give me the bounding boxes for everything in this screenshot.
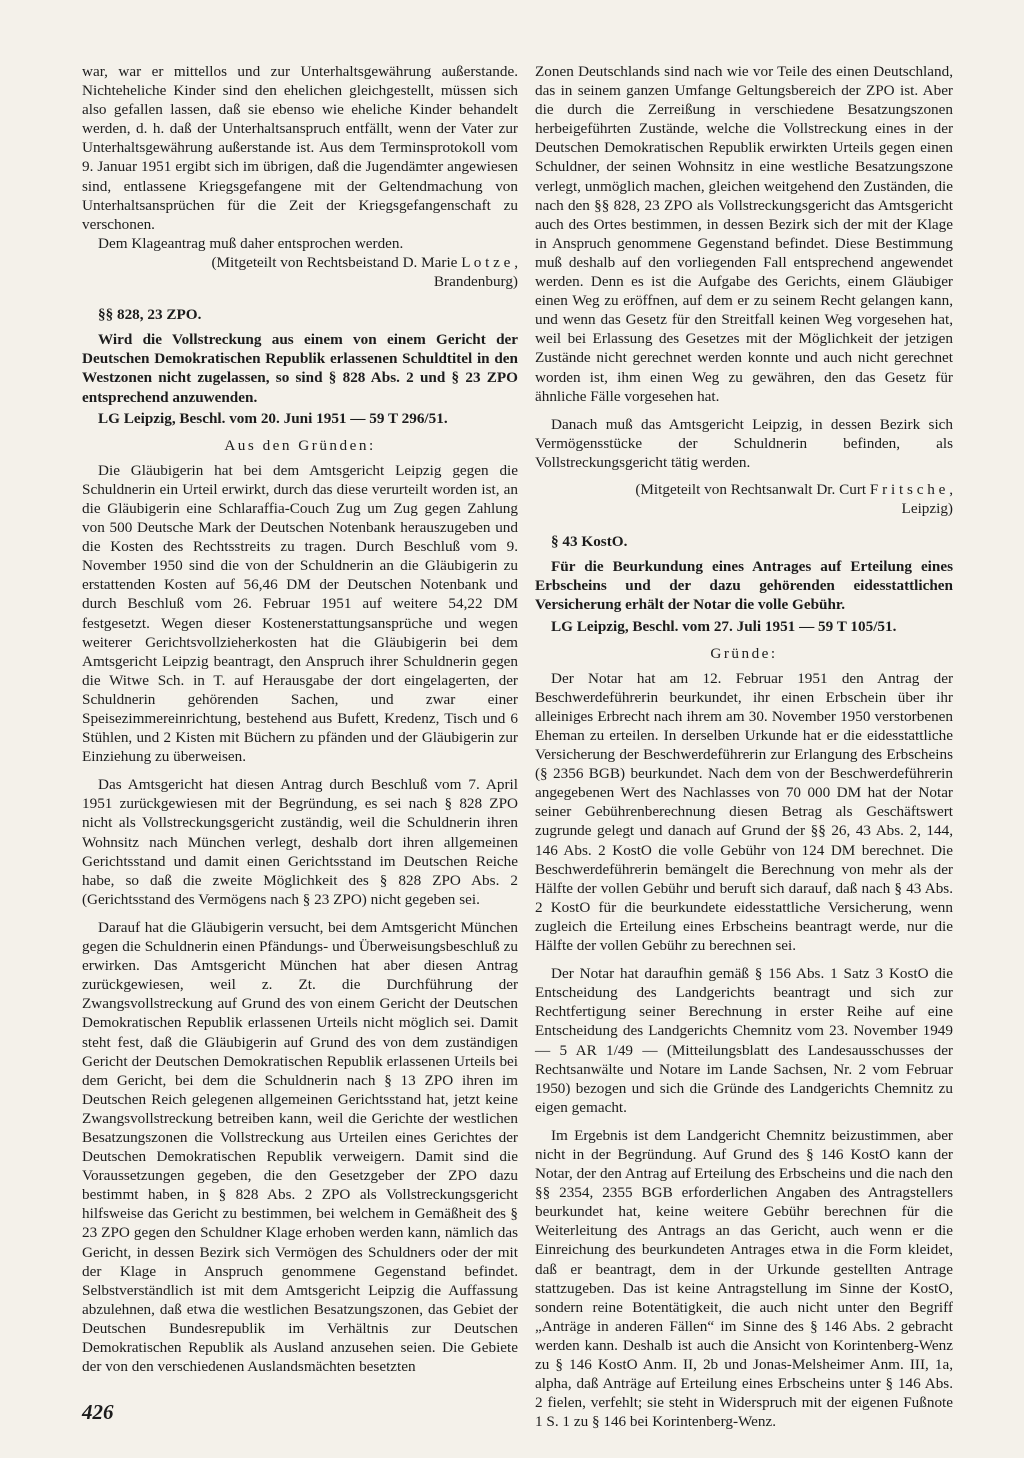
section-heading: §§ 828, 23 ZPO. [98,306,202,324]
headnote: Wird die Vollstreckung aus einem von einem Gericht der Deutschen Demokratischen Republik erlassenen Schuldtitel in den Westzonen nicht zugelassen, so sind § 828 Abs. 2 und § 23 ZPO entsprechend anzuwenden. [82,331,518,406]
paragraph: Das Amtsgericht hat diesen Antrag durch Beschluß vom 7. April 1951 zurückgewiesen mit der Begründung, es sei nach § 828 ZPO nicht als Vollstreckungsgericht zuständig, weil die Schuldnerin ihren Wohnsitz nach München verlegt, deshalb dort ihren allgemeinen Gerichtsstand und damit einen Gerichtsstand im Deutschen Reiche habe, so daß die zweite Möglichkeit des § 828 ZPO Abs. 2 (Gerichtsstand des Vermögens nach § 23 ZPO) nicht gegeben sei. [82,776,518,908]
grounds-heading: Aus den Gründen: [224,436,376,454]
headnote: Für die Beurkundung eines Antrages auf Erteilung eines Erbscheins und der dazu gehörenden eidesstattlichen Versicherung erhält der Notar die volle Gebühr. [535,558,953,614]
paragraph: Zonen Deutschlands sind nach wie vor Teile des einen Deutschland, das in seinem ganzen Umfange Geltungsbereich der ZPO ist. Aber die durch die Zerreißung in verschiedene Besatzungszonen herbeigeführten Zustände, welche die Vollstreckung eines in der Deutschen Demokratischen Republik erwirkten Urteils gegen einen Schuldner, der seinen Wohnsitz in eine westliche Besatzungszone verlegt, unmöglich machen, gleichen weitgehend den Zuständen, die nach den §§ 828, 23 ZPO als Vollstreckungsgericht das Amtsgericht auch des Ortes bestimmen, in dessen Bezirk sich der mit der Klage in Anspruch genommene Gegenstand befindet. Diese Bestimmung muß deshalb auf den vorliegenden Fall entsprechend angewendet werden. Denn es ist die Aufgabe des Gerichts, einem Gläubiger einen Weg zu eröffnen, auf dem er zu seinem Recht gelangen kann, und wenn das Gesetz für den Streitfall keinen Weg vorgesehen hat, weil bei Erlassung des Gesetzes mit der Möglichkeit der jetzigen Zustände nicht gerechnet werden konnte und auch nicht gerechnet worden ist, ihm einen Weg zu gewähren, den das Gesetz für ähnliche Fälle vorgesehen hat. [535,63,953,405]
paragraph: Der Notar hat daraufhin gemäß § 156 Abs. 1 Satz 3 KostO die Entscheidung des Landgerichts beantragt und sich zur Rechtfertigung seiner Berechnung in erster Reihe auf eine Entscheidung des Landgerichts Chemnitz vom 23. November 1949 — 5 AR 1/49 — (Mitteilungsblatt des Landesausschusses der Rechtsanwälte und Notare im Lande Sachsen, Nr. 2 vom Februar 1950) bezogen und sich die Gründe des Landgerichts Chemnitz zu eigen gemacht. [535,965,953,1116]
attribution [82,253,518,291]
attribution [535,480,953,518]
attribution-line: Leipzig) [901,500,953,518]
section-heading: § 43 KostO. [551,533,628,551]
court-citation: LG Leipzig, Beschl. vom 20. Juni 1951 — 59 T 296/51. [98,409,448,427]
paragraph: Die Gläubigerin hat bei dem Amtsgericht Leipzig gegen die Schuldnerin ein Urteil erwirkt, durch das diese verurteilt worden ist, an die Gläubigerin eine Schlaraffia-Couch Zug um Zug gegen Zahlung von 500 Deutsche Mark der Deutschen Notenbank herauszugeben und die Kosten des Rechtsstreits zu tragen. Durch Beschluß vom 9. November 1950 sind die von der Schuldnerin an die Gläubigerin zu erstattenden Kosten auf 56,46 DM der Deutschen Notenbank und durch Beschluß vom 26. Februar 1951 auf weitere 54,22 DM festgesetzt. Wegen dieser Kostenerstattungsansprüche und wegen weiterer Gerichtsvollzieherkosten hat die Gläubigerin bei dem Amtsgericht Leipzig beantragt, den Anspruch ihrer Schuldnerin gegen die Witwe Sch. in T. auf Herausgabe der dort eingelagerten, der Schuldnerin gehörenden Sachen, und zwar einer Speisezimmereinrichtung, bestehend aus Bufett, Kredenz, Tisch und 6 Stühlen, und 2 Kisten mit Büchern zu pfänden und der Gläubigerin zur Einziehung zu überweisen. [82,461,518,766]
paragraph: Der Notar hat am 12. Februar 1951 den Antrag der Beschwerdeführerin beurkundet, ihr einen Erbschein über ihr alleiniges Erbrecht nach ihrem am 30. November 1950 verstorbenen Eheman zu erteilen. In derselben Urkunde hat er die eidesstattliche Versicherung der Beschwerdeführerin zur Erlangung des Erbscheins (§ 2356 BGB) beurkundet. Nach dem von der Beschwerdeführerin angegebenen Wert des Nachlasses von 70 000 DM hat der Notar seiner Gebührenberechnung diesen Betrag als Geschäftswert zugrunde gelegt und danach auf Grund der §§ 26, 43 Abs. 2, 144, 146 Abs. 2 KostO die volle Gebühr von 124 DM berechnet. Die Beschwerdeführerin bemängelt die Berechnung von mehr als der Hälfte der vollen Gebühr und beruft sich darauf, daß nach § 43 Abs. 2 KostO für die beurkundete eidesstattliche Versicherung, wenn zugleich die Erteilung eines Erbscheins beantragt werde, nur die Hälfte der vollen Gebühr zu berechnen sei. [535,669,953,955]
left-column [82,62,518,1376]
paragraph: Darauf hat die Gläubigerin versucht, bei dem Amtsgericht München gegen die Schuldnerin einen Pfändungs- und Überweisungsbeschluß zu erwirken. Das Amtsgericht München hat aber diesen Antrag zurückgewiesen, weil z. Zt. die Durchführung der Zwangsvollstreckung auf Grund des von einem Gericht der Deutschen Demokratischen Republik erlassenen Urteils nicht möglich sei. Damit steht fest, daß die Gläubigerin auf Grund des von dem zuständigen Gericht der Deutschen Demokratischen Republik erlassenen Urteils bei dem Gericht, bei dem die Schuldnerin nach § 13 ZPO ihren im Deutschen Reich gelegenen allgemeinen Gerichtsstand hat, jetzt keine Zwangsvollstreckung betreiben kann, weil die Gerichte der westlichen Besatzungszonen die Vollstreckung aus Urteilen eines Gerichtes der Deutschen Demokratischen Republik verweigern. Damit sind die Voraussetzungen gegeben, die den Gesetzgeber der ZPO dazu bestimmt haben, in § 828 Abs. 2 ZPO als Vollstreckungsgericht hilfsweise das Gericht zu bestimmen, bei welchem in Gemäßheit des § 23 ZPO gegen den Schuldner Klage erhoben werden kann, nämlich das Gericht, in dessen Bezirk sich Vermögen des Schuldners oder der mit der Klage in Anspruch genommene Gegenstand befindet. Selbstverständlich ist mit dem Amtsgericht Leipzig die Auffassung abzulehnen, daß etwa die westlichen Besatzungszonen, das Gebiet der Deutschen Bundesrepublik im Verhältnis zur Deutschen Demokratischen Republik als Ausland anzusehen seien. Die Gebiete der von den verschiedenen Auslandsmächten besetzten [82,918,518,1376]
attribution-line: (Mitgeteilt von Rechtsbeistand D. Marie L o t z e , [211,253,518,271]
court-citation: LG Leipzig, Beschl. vom 27. Juli 1951 — 59 T 105/51. [551,617,897,635]
grounds-heading: Gründe: [710,644,778,662]
paragraph: Dem Klageantrag muß daher entsprochen werden. [98,234,404,252]
attribution-line: Brandenburg) [433,273,518,291]
attribution-line: (Mitgeteilt von Rechtsanwalt Dr. Curt F r i t s c h e , [635,480,953,498]
paragraph: Danach muß das Amtsgericht Leipzig, in dessen Bezirk sich Vermögensstücke der Schuldnerin befinden, als Vollstreckungsgericht tätig werden. [535,415,953,471]
paragraph: war, war er mittellos und zur Unterhaltsgewährung außerstande. Nichteheliche Kinder sind den ehelichen gleichgestellt, müssen sich also gefallen lassen, daß sie ebenso wie eheliche Kinder behandelt werden, d. h. daß der Unterhaltsanspruch entfällt, wenn der Vater zur Unterhaltsgewährung außerstande ist. Aus dem Terminsprotokoll vom 9. Januar 1951 ergibt sich im übrigen, daß die Jugendämter angewiesen sind, entlassene Kriegsgefangene mit der Geltendmachung von Unterhaltsansprüchen für die Zeit der Kriegsgefangenschaft zu verschonen. [82,63,518,233]
right-column [535,62,953,1431]
paragraph: Im Ergebnis ist dem Landgericht Chemnitz beizustimmen, aber nicht in der Begründung. Auf Grund des § 146 KostO kann der Notar, der den Antrag auf Erteilung des Erbscheins und die nach den §§ 2354, 2355 BGB erforderlichen Angaben des Antragstellers beurkundet hat, keine weitere Gebühr berechnen für die Weiterleitung des Antrags an das Gericht, auch wenn er die Einreichung des beurkundeten Antrages etwa in die Form kleidet, daß er beantragt, dem in der Urkunde gestellten Antrage stattzugeben. Das ist keine Antragstellung im Sinne der KostO, sondern reine Botentätigkeit, die auch nicht unter den Begriff „Anträge in anderen Fällen“ im Sinne des § 146 Abs. 2 gebracht werden kann. Deshalb ist auch die Ansicht von Korintenberg-Wenz zu § 146 KostO Anm. II, 2b und Jonas-Melsheimer Anm. III, 1a, alpha, daß Anträge auf Erteilung eines Erbscheins unter § 146 Abs. 2 fielen, verfehlt; sie steht in Widerspruch mit der eigenen Fußnote 1 S. 1 zu § 146 bei Korintenberg-Wenz. [535,1126,953,1431]
page-number: 426 [82,1400,114,1424]
